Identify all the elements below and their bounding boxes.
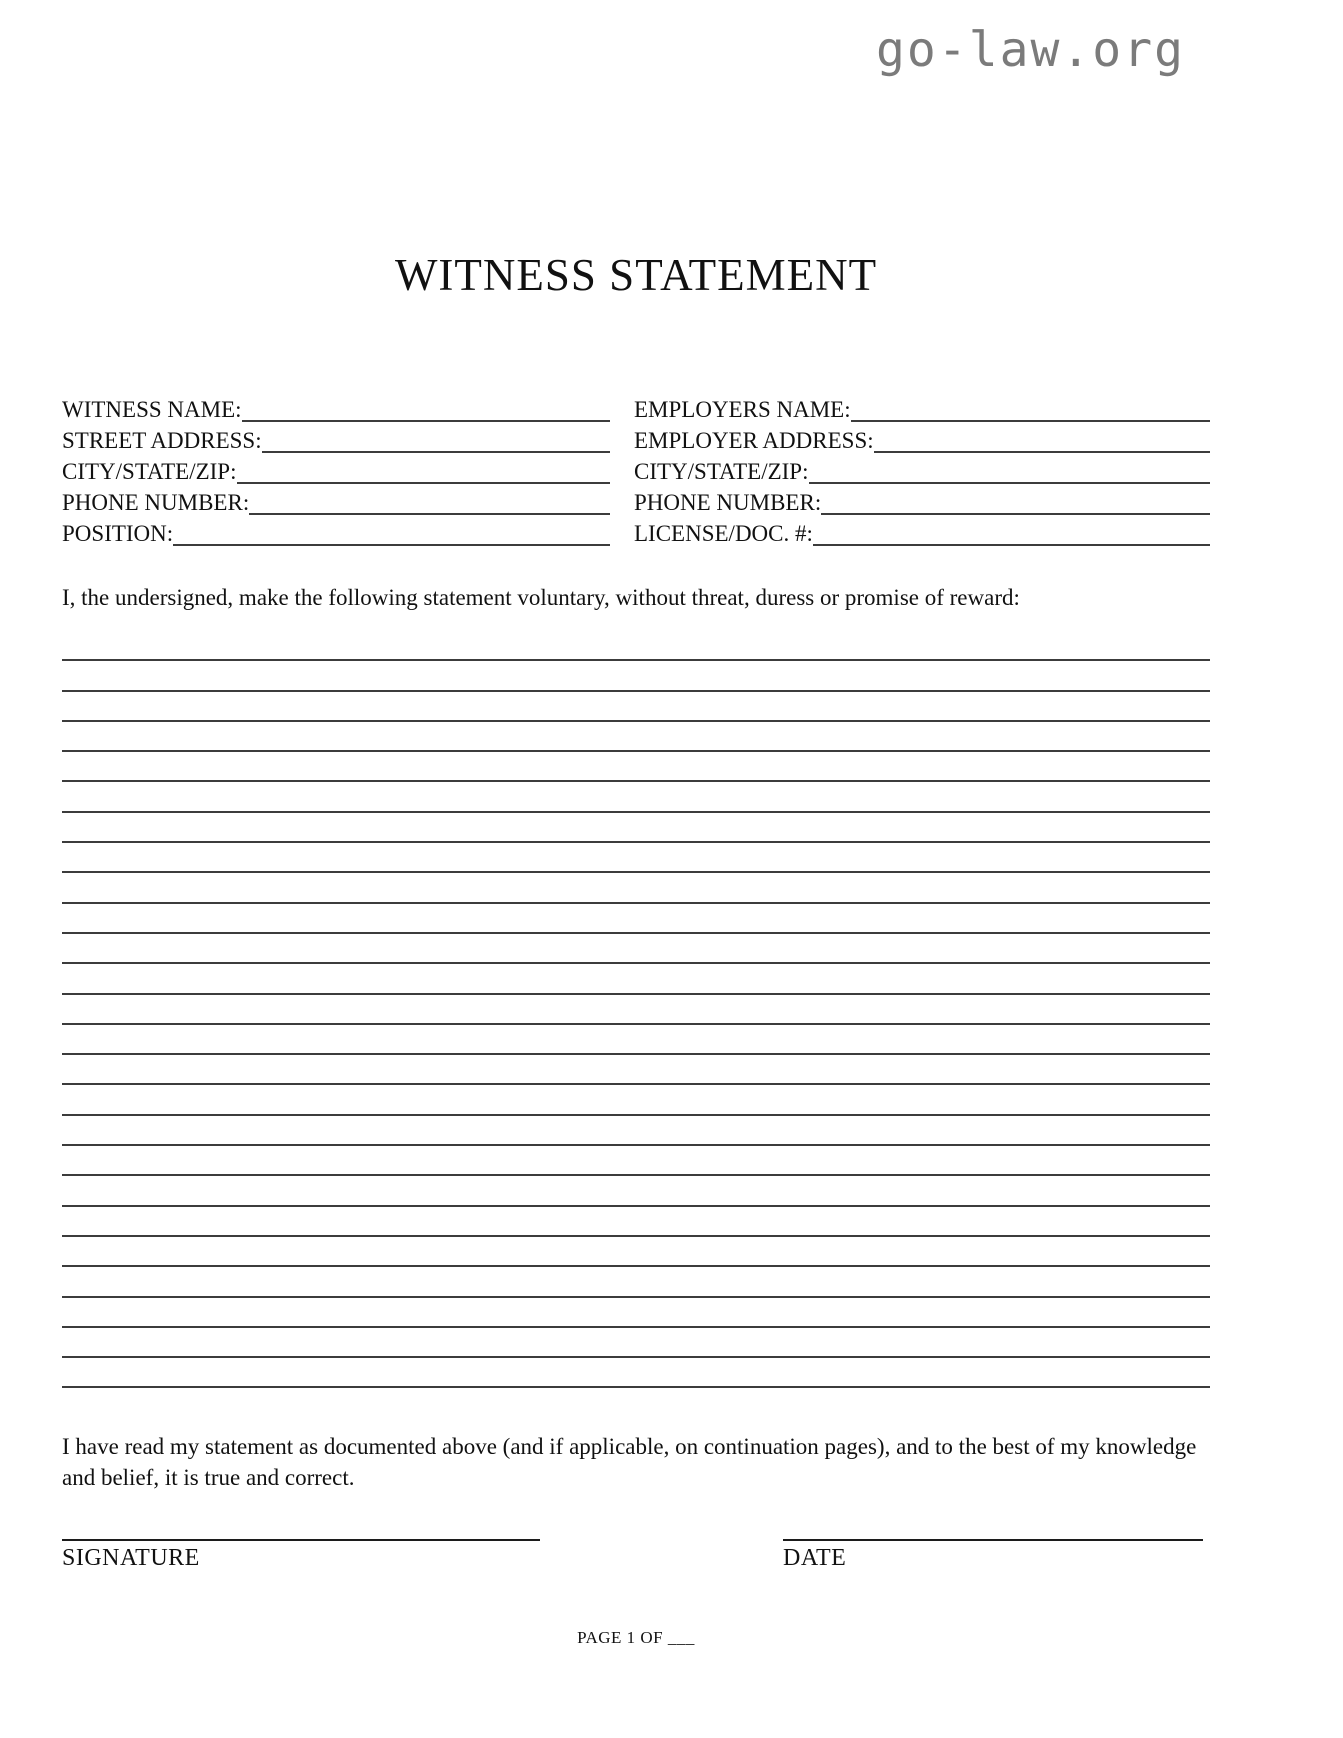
signature-input-blank[interactable]: [62, 1521, 540, 1541]
page-number-label: PAGE 1 OF: [577, 1628, 664, 1647]
employer-phone-field: [634, 487, 1210, 518]
statement-line[interactable]: [62, 631, 1210, 661]
statement-line[interactable]: [62, 752, 1210, 782]
position-field: [62, 518, 610, 549]
date-label: DATE: [783, 1545, 847, 1572]
statement-intro-text: I, the undersigned, make the following statement voluntary, without threat, duress or promise of reward:: [62, 585, 1020, 610]
field-label: PHONE NUMBER:: [62, 490, 250, 515]
field-label: EMPLOYER ADDRESS:: [634, 428, 874, 453]
statement-line[interactable]: [62, 1207, 1210, 1237]
statement-lines: [62, 631, 1210, 1388]
statement-line[interactable]: [62, 904, 1210, 934]
statement-line[interactable]: [62, 1116, 1210, 1146]
statement-line[interactable]: [62, 1085, 1210, 1115]
witness-phone-field: [62, 487, 610, 518]
statement-line[interactable]: [62, 1267, 1210, 1297]
statement-line[interactable]: [62, 995, 1210, 1025]
site-logo: go-law.org: [876, 22, 1185, 78]
statement-line[interactable]: [62, 1025, 1210, 1055]
statement-line[interactable]: [62, 1298, 1210, 1328]
field-label: POSITION:: [62, 521, 174, 546]
statement-line[interactable]: [62, 692, 1210, 722]
license-doc-number-field: [634, 518, 1210, 549]
employer-city-state-zip-input-blank[interactable]: [809, 456, 1211, 484]
form-fields-section: [62, 394, 1210, 549]
field-label: CITY/STATE/ZIP:: [634, 459, 809, 484]
employer-phone-input-blank[interactable]: [821, 487, 1210, 515]
position-input-blank[interactable]: [173, 518, 610, 546]
witness-city-state-zip-input-blank[interactable]: [237, 456, 611, 484]
witness-name-field: [62, 394, 610, 425]
employer-address-input-blank[interactable]: [874, 425, 1210, 453]
field-label: LICENSE/DOC. #:: [634, 521, 813, 546]
form-row: [62, 518, 1210, 549]
statement-line[interactable]: [62, 782, 1210, 812]
statement-line[interactable]: [62, 1176, 1210, 1206]
field-label: STREET ADDRESS:: [62, 428, 262, 453]
form-row: [62, 487, 1210, 518]
statement-line[interactable]: [62, 843, 1210, 873]
signature-field: [62, 1521, 540, 1573]
page-total-blank[interactable]: ___: [667, 1628, 695, 1647]
statement-closing-text: I have read my statement as documented above (and if applicable, on continuation pages), and to the best of my knowledge and belief, it is true and correct.: [62, 1434, 1197, 1491]
statement-line[interactable]: [62, 1055, 1210, 1085]
employer-address-field: [634, 425, 1210, 456]
statement-line[interactable]: [62, 1237, 1210, 1267]
signature-label: SIGNATURE: [62, 1545, 200, 1572]
statement-line[interactable]: [62, 722, 1210, 752]
signature-section: [62, 1521, 1210, 1573]
employers-name-input-blank[interactable]: [851, 394, 1210, 422]
statement-line[interactable]: [62, 873, 1210, 903]
field-label: EMPLOYERS NAME:: [634, 397, 851, 422]
field-label: WITNESS NAME:: [62, 397, 242, 422]
statement-line[interactable]: [62, 661, 1210, 691]
witness-name-input-blank[interactable]: [242, 394, 610, 422]
street-address-input-blank[interactable]: [262, 425, 610, 453]
witness-city-state-zip-field: [62, 456, 610, 487]
form-row: [62, 456, 1210, 487]
date-field: [783, 1521, 1203, 1573]
license-doc-number-input-blank[interactable]: [813, 518, 1210, 546]
statement-line[interactable]: [62, 1358, 1210, 1388]
employer-city-state-zip-field: [634, 456, 1210, 487]
witness-phone-input-blank[interactable]: [249, 487, 610, 515]
statement-line[interactable]: [62, 813, 1210, 843]
statement-line[interactable]: [62, 1328, 1210, 1358]
statement-line[interactable]: [62, 964, 1210, 994]
field-label: CITY/STATE/ZIP:: [62, 459, 237, 484]
page-number-footer: [62, 1628, 1210, 1648]
form-row: [62, 425, 1210, 456]
date-input-blank[interactable]: [783, 1521, 1203, 1541]
statement-line[interactable]: [62, 934, 1210, 964]
form-row: [62, 394, 1210, 425]
employers-name-field: [634, 394, 1210, 425]
field-label: PHONE NUMBER:: [634, 490, 822, 515]
statement-line[interactable]: [62, 1146, 1210, 1176]
street-address-field: [62, 425, 610, 456]
page-title: WITNESS STATEMENT: [394, 250, 878, 300]
